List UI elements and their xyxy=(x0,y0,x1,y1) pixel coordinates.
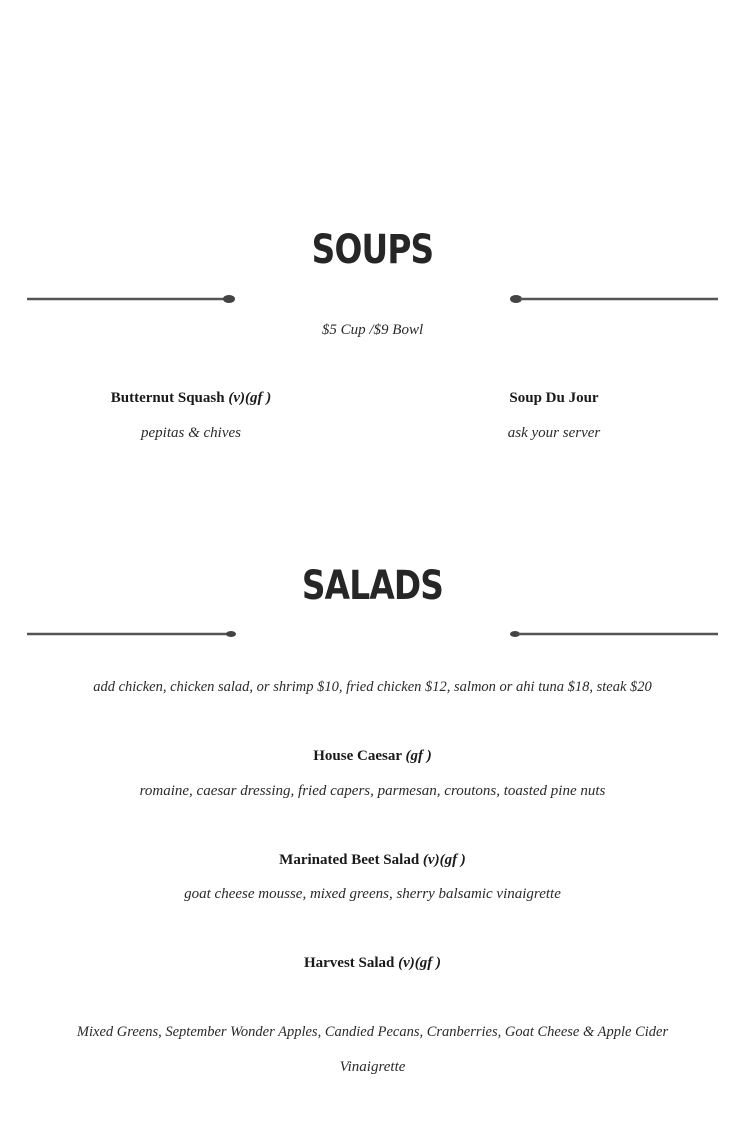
soup-item-description: pepitas & chives xyxy=(141,425,241,441)
salad-item-description-continued: Vinaigrette xyxy=(339,1059,406,1075)
salad-item-description: Mixed Greens, September Wonder Apples, Candied Pecans, Cranberries, Goat Cheese & Apple Cider xyxy=(76,1024,669,1040)
soup-item-name xyxy=(91,390,291,407)
salad-item-tags: (gf ) xyxy=(405,748,432,764)
salad-item-name xyxy=(0,955,745,972)
left-divider-rule xyxy=(27,629,237,639)
salad-item-name-text: House Caesar xyxy=(313,748,402,764)
soup-item-description: ask your server xyxy=(507,425,601,441)
salad-item-description: romaine, caesar dressing, fried capers, parmesan, croutons, toasted pine nuts xyxy=(139,783,606,799)
salads-addons-line: add chicken, chicken salad, or shrimp $10, fried chicken $12, salmon or ahi tuna $18, steak $20 xyxy=(93,679,652,695)
salad-item-description: goat cheese mousse, mixed greens, sherry balsamic vinaigrette xyxy=(184,886,561,902)
right-divider-rule xyxy=(508,294,718,304)
salad-item-name-text: Marinated Beet Salad xyxy=(279,852,420,868)
salads-title: SALADS xyxy=(301,563,444,609)
salad-item-name xyxy=(0,852,745,869)
salad-item-tags: (v)(gf ) xyxy=(398,955,442,971)
salad-item-tags: (v)(gf ) xyxy=(422,852,466,868)
soups-title: SOUPS xyxy=(311,227,434,273)
soups-price-line: $5 Cup /$9 Bowl xyxy=(321,322,424,338)
right-divider-rule xyxy=(508,629,718,639)
left-divider-rule xyxy=(27,294,237,304)
salad-item-name xyxy=(0,748,745,765)
soup-item-tags: (v)(gf ) xyxy=(228,390,272,406)
soup-item-name xyxy=(454,390,654,407)
soup-item-name-text: Butternut Squash xyxy=(110,390,225,406)
soup-item-name-text: Soup Du Jour xyxy=(509,390,599,406)
salad-item-name-text: Harvest Salad xyxy=(303,955,399,971)
